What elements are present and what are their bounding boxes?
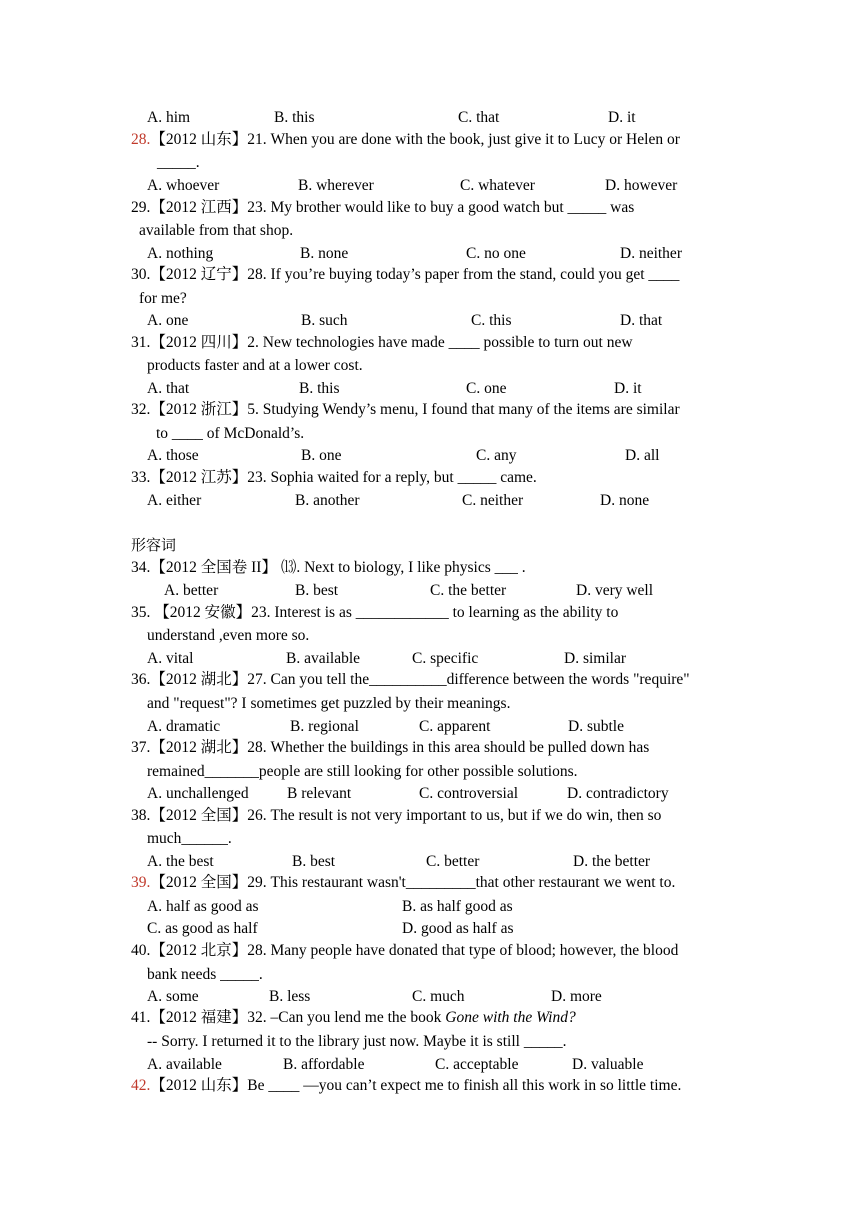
question-text: 【2012 福建】32. –Can you lend me the book (150, 1009, 446, 1026)
answer-option: B. available (286, 650, 361, 667)
answer-option: A. vital (147, 650, 194, 667)
question-text: 【2012 湖北】27. Can you tell the__________difference between the words "require" (150, 671, 690, 688)
answer-option: D. neither (620, 245, 682, 262)
book-title: Gone with the Wind? (445, 1009, 576, 1026)
question-continuation (147, 626, 309, 646)
answer-option: C. one (466, 380, 507, 397)
question-text: 【2012 山东】21. When you are done with the book, just give it to Lucy or Helen or (150, 131, 680, 148)
answer-option: D. more (551, 988, 602, 1005)
question-text: 【2012 江苏】23. Sophia waited for a reply, but _____ came. (150, 469, 537, 486)
question-line (131, 558, 526, 578)
answer-option: C. no one (466, 245, 526, 262)
question-line (131, 806, 661, 826)
question-continuation (139, 221, 293, 241)
answer-option: C. apparent (419, 718, 491, 735)
question-line (131, 1076, 681, 1096)
answer-option: B. best (295, 582, 339, 599)
answer-option: C. whatever (460, 177, 535, 194)
answer-option: D. all (625, 447, 660, 464)
answer-option: A. either (147, 492, 202, 509)
question-number: 40. (131, 942, 151, 959)
question-text: 【2012 四川】2. New technologies have made ____ possible to turn out new (150, 334, 633, 351)
answer-option: A. available (147, 1056, 222, 1073)
question-number: 39. (131, 874, 151, 891)
answer-option: D. the better (573, 853, 651, 870)
question-text: for me? (139, 290, 187, 307)
answer-option: D. similar (564, 650, 626, 667)
answer-option: A. whoever (147, 177, 220, 194)
answer-option: D. subtle (568, 718, 624, 735)
answer-option: D. good as half as (402, 920, 514, 937)
question-continuation (147, 356, 363, 376)
question-text: 【2012 江西】23. My brother would like to buy a good watch but _____ was (150, 199, 635, 216)
question-continuation (147, 965, 263, 985)
question-line (131, 400, 680, 420)
answer-option: B. affordable (283, 1056, 365, 1073)
question-text: available from that shop. (139, 222, 294, 239)
question-line (131, 333, 633, 353)
question-continuation (147, 762, 577, 782)
answer-option: C. better (426, 853, 480, 870)
answer-option: C. neither (462, 492, 524, 509)
answer-option: D. however (605, 177, 678, 194)
answer-option: C. specific (412, 650, 479, 667)
question-continuation (147, 1032, 566, 1052)
question-number: 37. (131, 739, 151, 756)
question-line (131, 941, 678, 961)
question-line (131, 738, 649, 758)
answer-option: D. contradictory (567, 785, 669, 802)
answer-option: A. him (147, 109, 191, 126)
answer-option: A. half as good as (147, 898, 259, 915)
answer-option: D. it (608, 109, 636, 126)
answer-option: D. valuable (572, 1056, 644, 1073)
answer-option: A. nothing (147, 245, 214, 262)
answer-option: A. some (147, 988, 199, 1005)
question-text: products faster and at a lower cost. (147, 357, 363, 374)
answer-option: D. that (620, 312, 663, 329)
question-number: 29. (131, 199, 151, 216)
answer-option: B. one (301, 447, 342, 464)
question-continuation (156, 424, 304, 444)
question-number: 41. (131, 1009, 151, 1026)
answer-option: A. dramatic (147, 718, 221, 735)
question-line (131, 130, 680, 150)
question-text: 【2012 湖北】28. Whether the buildings in this area should be pulled down has (150, 739, 650, 756)
question-text: 【2012 北京】28. Many people have donated that type of blood; however, the blood (150, 942, 679, 959)
question-text: and "request"? I sometimes get puzzled by their meanings. (147, 695, 511, 712)
question-line (131, 468, 537, 488)
question-number: 28. (131, 131, 151, 148)
answer-option: C. the better (430, 582, 507, 599)
question-line (131, 670, 690, 690)
answer-option: D. it (614, 380, 642, 397)
answer-option: A. one (147, 312, 189, 329)
answer-option: B. such (301, 312, 348, 329)
question-number: 42. (131, 1077, 151, 1094)
question-number: 36. (131, 671, 151, 688)
question-text: -- Sorry. I returned it to the library just now. Maybe it is still _____. (147, 1033, 567, 1050)
answer-option: B. this (274, 109, 315, 126)
answer-option: C. this (471, 312, 512, 329)
answer-option: C. controversial (419, 785, 519, 802)
answer-option: C. that (458, 109, 500, 126)
answer-option: A. unchallenged (147, 785, 249, 802)
answer-option: D. very well (576, 582, 654, 599)
answer-option: A. those (147, 447, 199, 464)
question-line (131, 1008, 576, 1028)
answer-option: D. none (600, 492, 650, 509)
question-text: 【2012 全国】29. This restaurant wasn't_________that other restaurant we went to. (150, 874, 676, 891)
question-text: 【2012 山东】Be ____ —you can’t expect me to finish all this work in so little time. (150, 1077, 682, 1094)
answer-option: B. as half good as (402, 898, 513, 915)
question-continuation (157, 153, 200, 173)
question-text: understand ,even more so. (147, 627, 310, 644)
answer-option: C. as good as half (147, 920, 258, 937)
answer-option: B. regional (290, 718, 359, 735)
question-text: much______. (147, 830, 232, 847)
question-text: bank needs _____. (147, 966, 263, 983)
question-number: 31. (131, 334, 151, 351)
question-number: 38. (131, 807, 151, 824)
question-text: 【2012 全国卷 II】 ⒀. Next to biology, I like physics ___ . (150, 559, 526, 576)
answer-option: B. this (299, 380, 340, 397)
question-text: 【2012 辽宁】28. If you’re buying today’s paper from the stand, could you get ____ (150, 266, 680, 283)
answer-option: B relevant (287, 785, 352, 802)
answer-option: A. the best (147, 853, 214, 870)
answer-option: C. any (476, 447, 517, 464)
question-continuation (139, 289, 187, 309)
question-number: 34. (131, 559, 151, 576)
answer-option: B. less (269, 988, 311, 1005)
answer-option: C. much (412, 988, 465, 1005)
question-text: to ____ of McDonald’s. (156, 425, 305, 442)
question-number: 30. (131, 266, 151, 283)
answer-option: B. wherever (298, 177, 374, 194)
section-heading: 形容词 (131, 536, 177, 554)
answer-option: B. another (295, 492, 360, 509)
question-text: remained_______people are still looking for other possible solutions. (147, 763, 578, 780)
question-text: 【2012 浙江】5. Studying Wendy’s menu, I found that many of the items are similar (150, 401, 680, 418)
question-line (131, 603, 618, 623)
answer-option: A. that (147, 380, 190, 397)
question-line (131, 265, 679, 285)
question-number: 32. (131, 401, 151, 418)
question-text: 【2012 安徽】23. Interest is as ____________ to learning as the ability to (150, 604, 619, 621)
question-line (131, 198, 634, 218)
answer-option: C. acceptable (435, 1056, 519, 1073)
question-text: _____. (157, 154, 200, 171)
question-number: 33. (131, 469, 151, 486)
answer-option: A. better (164, 582, 219, 599)
question-continuation (147, 694, 510, 714)
question-text: 【2012 全国】26. The result is not very important to us, but if we do win, then so (150, 807, 662, 824)
question-number: 35. (131, 604, 151, 621)
question-continuation (147, 829, 232, 849)
answer-option: B. best (292, 853, 336, 870)
question-line (131, 873, 675, 893)
answer-option: B. none (300, 245, 349, 262)
